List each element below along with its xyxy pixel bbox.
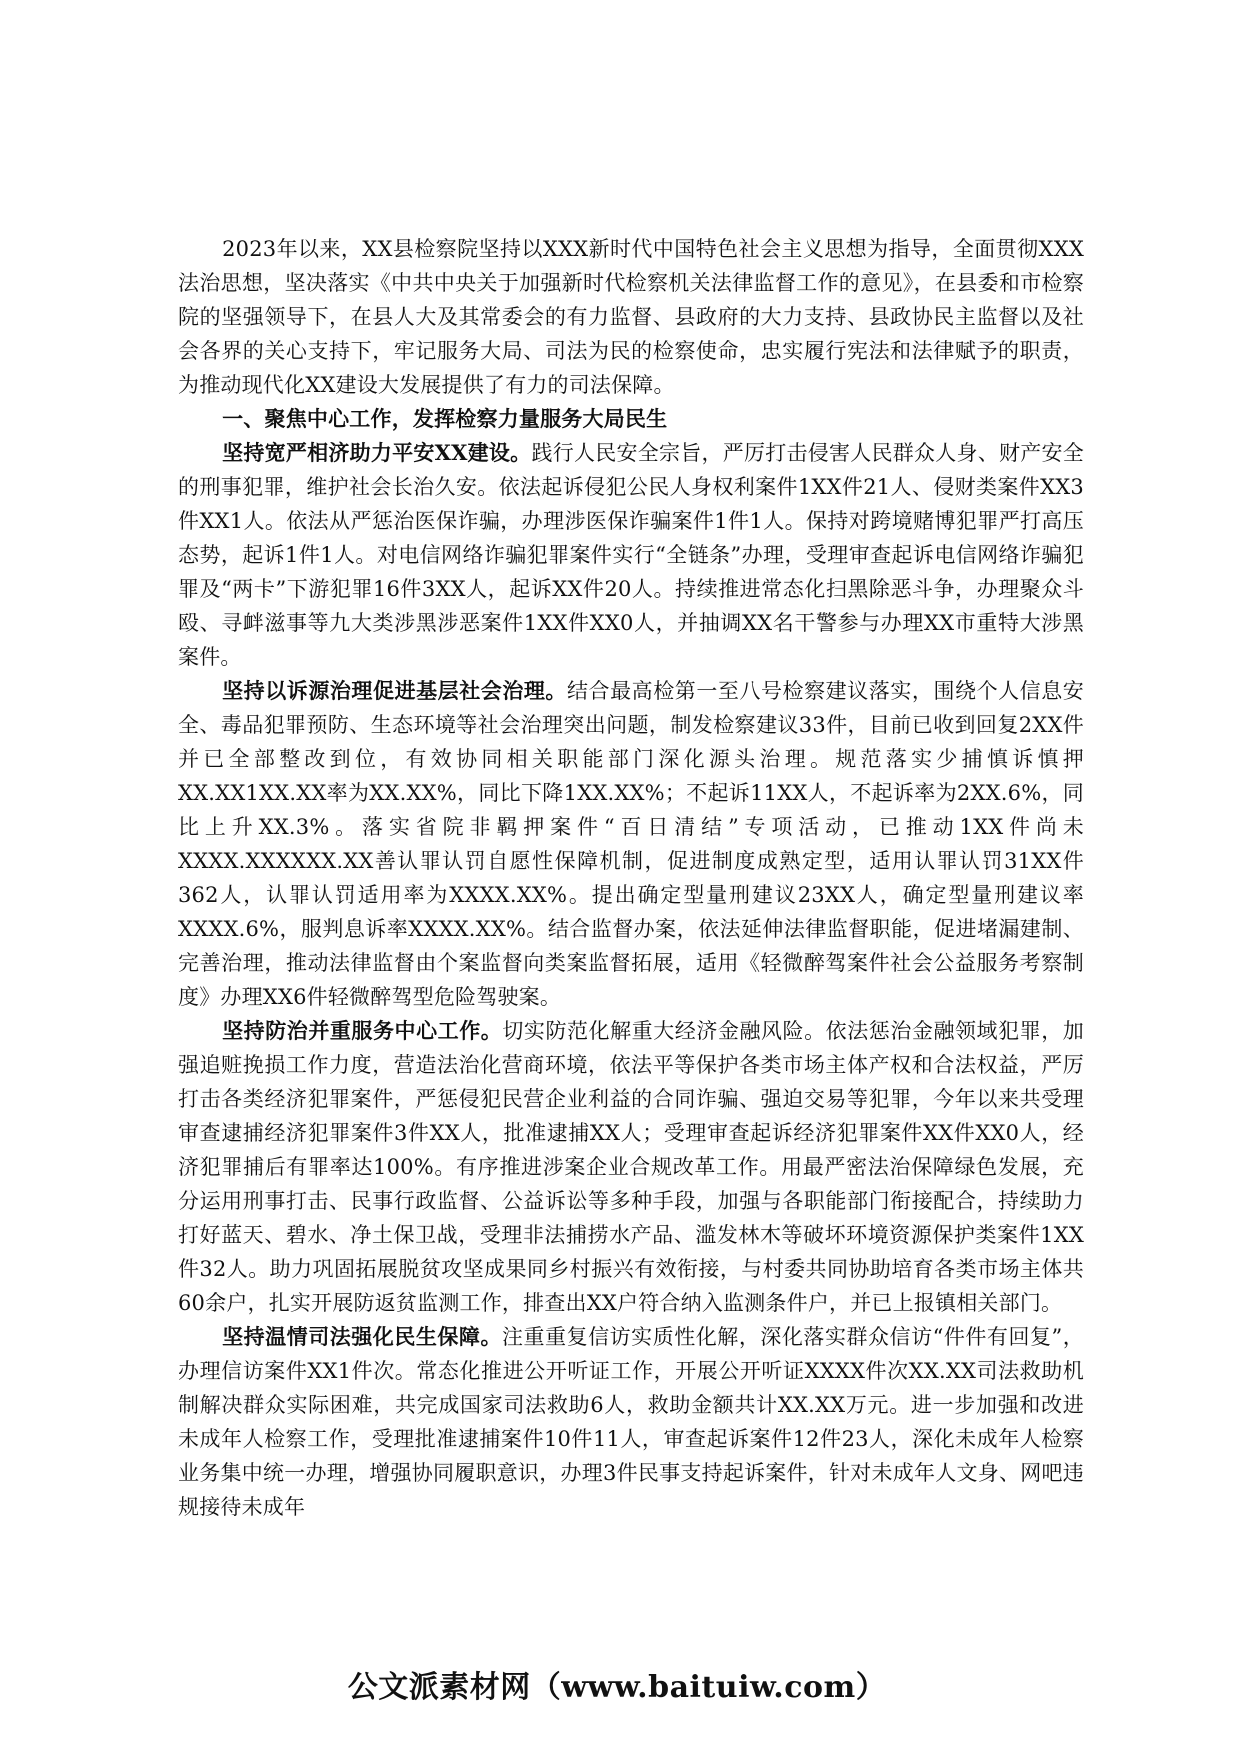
paragraph-governance <box>178 674 1084 1014</box>
paragraph-lead: 坚持宽严相济助力平安XX建设。 <box>222 440 532 465</box>
paragraph-lead: 坚持温情司法强化民生保障。 <box>222 1324 502 1349</box>
paragraph-text: 注重重复信访实质性化解，深化落实群众信访“件件有回复”，办理信访案件XX1件次。常态化推进公开听证工作，开展公开听证XXXX件次XX.XX司法救助机制解决群众实际困难，共完成国家司法救助6人，救助金额共计XX.XX万元。进一步加强和改进未成年人检察工作，受理批准逮捕案件10件11人，审查起诉案件12件23人，深化未成年人检察业务集中统一办理，增强协同履职意识，办理3件民事支持起诉案件，针对未成年人文身、网吧违规接待未成年 <box>178 1325 1084 1519</box>
paragraph-text: 结合最高检第一至八号检察建议落实，围绕个人信息安全、毒品犯罪预防、生态环境等社会治理突出问题，制发检察建议33件，目前已收到回复2XX件并已全部整改到位，有效协同相关职能部门深化源头治理。规范落实少捕慎诉慎押XX.XX1XX.XX率为XX.XX%，同比下降1XX.XX%；不起诉11XX人，不起诉率为2XX.6%，同比上升XX.3%。落实省院非羁押案件“百日清结”专项活动，已推动1XX件尚未XXXX.XXXXXX.XX善认罪认罚自愿性保障机制，促进制度成熟定型，适用认罪认罚31XX件362人，认罪认罚适用率为XXXX.XX%。提出确定型量刑建议23XX人，确定型量刑建议率XXXX.6%，服判息诉率XXXX.XX%。结合监督办案，依法延伸法律监督职能，促进堵漏建制、完善治理，推动法律监督由个案监督向类案监督拓展，适用《轻微醉驾案件社会公益服务考察制度》办理XX6件轻微醉驾型危险驾驶案。 <box>178 679 1084 1009</box>
intro-paragraph: 2023年以来，XX县检察院坚持以XXX新时代中国特色社会主义思想为指导，全面贯彻XXX法治思想，坚决落实《中共中央关于加强新时代检察机关法律监督工作的意见》，在县委和市检察院的坚强领导下，在县人大及其常委会的有力监督、县政府的大力支持、县政协民主监督以及社会各界的关心支持下，牢记服务大局、司法为民的检察使命，忠实履行宪法和法律赋予的职责，为推动现代化XX建设大发展提供了有力的司法保障。 <box>178 237 1084 397</box>
paragraph-prevention <box>178 1014 1084 1320</box>
footer-watermark: 公文派素材网（www.baituiw.com） <box>347 1670 887 1705</box>
paragraph-text: 切实防范化解重大经济金融风险。依法惩治金融领域犯罪，加强追赃挽损工作力度，营造法治化营商环境，依法平等保护各类市场主体产权和合法权益，严厉打击各类经济犯罪案件，严惩侵犯民营企业利益的合同诈骗、强迫交易等犯罪，今年以来共受理审查逮捕经济犯罪案件3件XX人，批准逮捕XX人；受理审查起诉经济犯罪案件XX件XX0人，经济犯罪捕后有罪率达100%。有序推进涉案企业合规改革工作。用最严密法治保障绿色发展，充分运用刑事打击、民事行政监督、公益诉讼等多种手段，加强与各职能部门衔接配合，持续助力打好蓝天、碧水、净土保卫战，受理非法捕捞水产品、滥发林木等破坏环境资源保护类案件1XX件32人。助力巩固拓展脱贫攻坚成果同乡村振兴有效衔接，与村委共同协助培育各类市场主体共60余户，扎实开展防返贫监测工作，排查出XX户符合纳入监测条件户，并已上报镇相关部门。 <box>178 1019 1084 1315</box>
paragraph-safety <box>178 436 1084 674</box>
paragraph-lead: 坚持防治并重服务中心工作。 <box>222 1018 503 1043</box>
document-body <box>178 232 1084 1524</box>
paragraph-lead: 坚持以诉源治理促进基层社会治理。 <box>222 678 567 703</box>
section-heading: 一、聚焦中心工作，发挥检察力量服务大局民生 <box>222 406 668 431</box>
paragraph-text: 践行人民安全宗旨，严厉打击侵害人民群众人身、财产安全的刑事犯罪，维护社会长治久安。依法起诉侵犯公民人身权利案件1XX件21人、侵财类案件XX3件XX1人。依法从严惩治医保诈骗，办理涉医保诈骗案件1件1人。保持对跨境赌博犯罪严打高压态势，起诉1件1人。对电信网络诈骗犯罪案件实行“全链条”办理，受理审查起诉电信网络诈骗犯罪及“两卡”下游犯罪16件3XX人，起诉XX件20人。持续推进常态化扫黑除恶斗争，办理聚众斗殴、寻衅滋事等九大类涉黑涉恶案件1XX件XX0人，并抽调XX名干警参与办理XX市重特大涉黑案件。 <box>178 441 1084 669</box>
paragraph-livelihood <box>178 1320 1084 1524</box>
